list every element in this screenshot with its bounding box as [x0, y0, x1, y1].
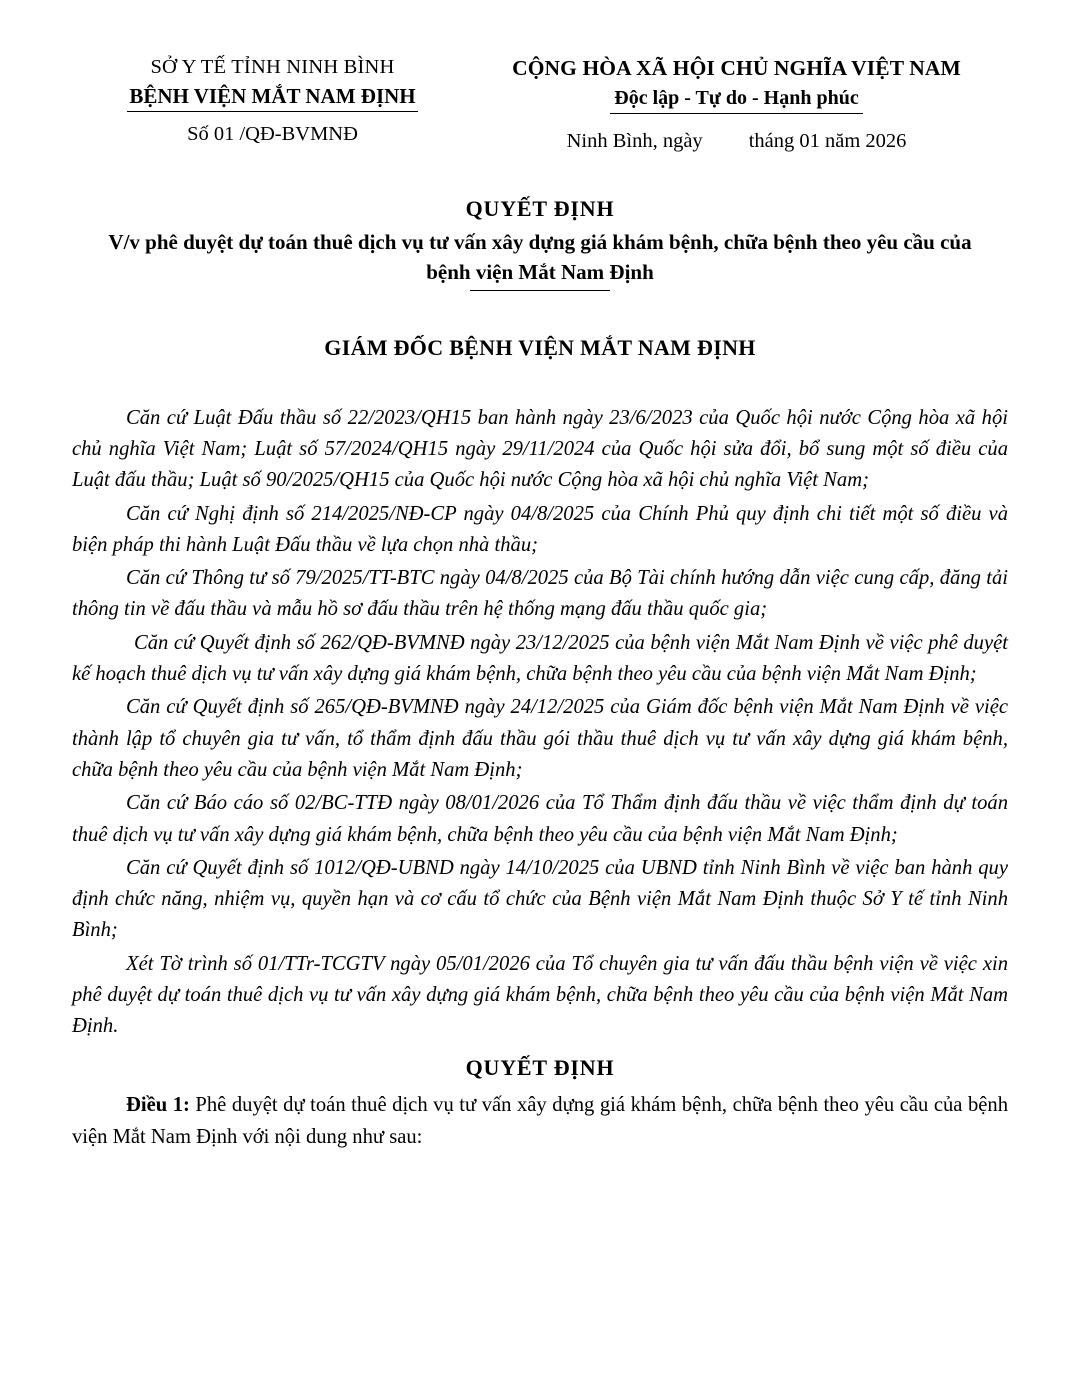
legal-basis-paragraph: Căn cứ Luật Đấu thầu số 22/2023/QH15 ban hành ngày 23/6/2023 của Quốc hội nước Cộng hòa xã hội chủ nghĩa Việt Nam; Luật số 57/2024/QH15 ngày 29/11/2024 của Quốc hội sửa đổi, bổ sung một số điều của Luật đấu thầu; Luật số 90/2025/QH15 của Quốc hội nước Cộng hòa xã hội chủ nghĩa Việt Nam; [72, 406, 1008, 492]
legal-basis-paragraph: Xét Tờ trình số 01/TTr-TCGTV ngày 05/01/2026 của Tổ chuyên gia tư vấn đấu thầu bệnh viện về việc xin phê duyệt dự toán thuê dịch vụ tư vấn xây dựng giá khám bệnh, chữa bệnh theo yêu cầu của bệnh viện Mắt Nam Định. [72, 952, 1008, 1038]
place-date-suffix: tháng 01 năm 2026 [748, 130, 907, 153]
organization-name: BỆNH VIỆN MẮT NAM ĐỊNH [127, 82, 417, 112]
article-one [72, 1090, 1008, 1153]
national-title: CỘNG HÒA XÃ HỘI CHỦ NGHĨA VIỆT NAM [512, 56, 961, 80]
place-date-prefix: Ninh Bình, ngày [566, 130, 703, 153]
document-number: Số 01 /QĐ-BVMNĐ [187, 123, 358, 146]
legal-basis-paragraph: Căn cứ Quyết định số 262/QĐ-BVMNĐ ngày 23/12/2025 của bệnh viện Mắt Nam Định về việc phê duyệt kế hoạch thuê dịch vụ tư vấn xây dựng giá khám bệnh, chữa bệnh theo yêu cầu của bệnh viện Mắt Nam Định; [72, 631, 1008, 686]
national-motto: Độc lập - Tự do - Hạnh phúc [610, 85, 862, 114]
subject-underline [470, 290, 610, 291]
national-heading-block [465, 54, 1008, 156]
legal-basis-paragraph: Căn cứ Nghị định số 214/2025/NĐ-CP ngày 04/8/2025 của Chính Phủ quy định chi tiết một số điều và biện pháp thi hành Luật Đấu thầu về lựa chọn nhà thầu; [72, 502, 1008, 556]
document-body [72, 403, 1008, 1153]
legal-basis-paragraph: Căn cứ Quyết định số 265/QĐ-BVMNĐ ngày 24/12/2025 của Giám đốc bệnh viện Mắt Nam Định về việc thành lập tổ chuyên gia tư vấn, tổ thẩm định đấu thầu gói thầu thuê dịch vụ tư vấn xây dựng giá khám bệnh, chữa bệnh theo yêu cầu của bệnh viện Mắt Nam Định; [72, 696, 1008, 781]
document-header [72, 54, 1008, 156]
legal-basis-paragraph: Căn cứ Báo cáo số 02/BC-TTĐ ngày 08/01/2026 của Tổ Thẩm định đấu thầu về việc thẩm định dự toán thuê dịch vụ tư vấn xây dựng giá khám bệnh, chữa bệnh theo yêu cầu của bệnh viện Mắt Nam Định; [72, 792, 1008, 846]
issuer-title: GIÁM ĐỐC BỆNH VIỆN MẮT NAM ĐỊNH [324, 335, 756, 360]
place-and-date [465, 128, 1008, 156]
parent-organization-name: SỞ Y TẾ TỈNH NINH BÌNH [150, 56, 395, 78]
document-title-block [72, 194, 1008, 291]
article-one-text: Phê duyệt dự toán thuê dịch vụ tư vấn xây dựng giá khám bệnh, chữa bệnh theo yêu cầu của bệnh viện Mắt Nam Định với nội dung như sau: [72, 1094, 1008, 1148]
decision-subject: V/v phê duyệt dự toán thuê dịch vụ tư vấn xây dựng giá khám bệnh, chữa bệnh theo yêu cầu của bệnh viện Mắt Nam Định [108, 230, 972, 285]
decision-keyword: QUYẾT ĐỊNH [465, 1054, 615, 1080]
article-one-label: Điều 1: [126, 1094, 190, 1117]
legal-basis-paragraph: Căn cứ Quyết định số 1012/QĐ-UBND ngày 14/10/2025 của UBND tỉnh Ninh Bình về việc ban hành quy định chức năng, nhiệm vụ, quyền hạn và cơ cấu tổ chức của Bệnh viện Mắt Nam Định thuộc Sở Y tế tỉnh Ninh Bình; [72, 856, 1008, 942]
decision-heading: QUYẾT ĐỊNH [465, 195, 615, 221]
issuing-organization-block [72, 54, 465, 149]
legal-basis-paragraph: Căn cứ Thông tư số 79/2025/TT-BTC ngày 04/8/2025 của Bộ Tài chính hướng dẫn việc cung cấp, đăng tải thông tin về đấu thầu và mẫu hồ sơ đấu thầu trên hệ thống mạng đấu thầu quốc gia; [72, 567, 1008, 621]
